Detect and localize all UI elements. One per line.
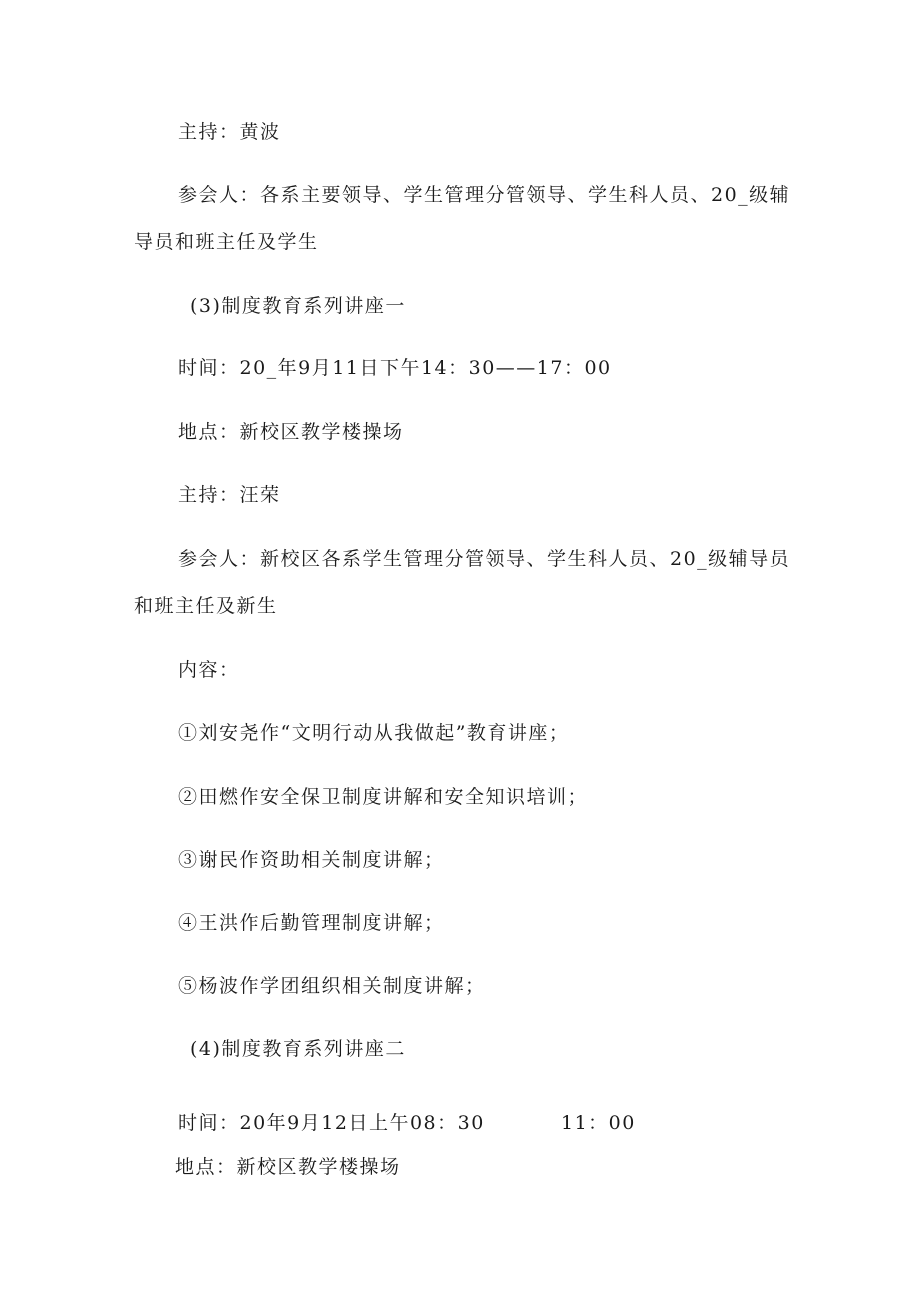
time-line-4-end: 11：00	[561, 1112, 636, 1134]
list-item: ③谢民作资助相关制度讲解；	[178, 849, 445, 871]
content-label: 内容：	[178, 659, 240, 681]
list-item: ①刘安尧作“文明行动从我做起”教育讲座；	[178, 722, 570, 744]
place-line-3: 地点：新校区教学楼操场	[178, 421, 404, 443]
attendees-line-3a: 参会人：新校区各系学生管理分管领导、学生科人员、20_级辅导员	[178, 548, 791, 570]
section-4-title: (4)制度教育系列讲座二	[190, 1038, 406, 1060]
host-line-1: 主持：黄波	[178, 121, 281, 143]
section-3-title: (3)制度教育系列讲座一	[190, 295, 406, 317]
time-line-3: 时间：20_年9月11日下午14：30——17：00	[178, 357, 612, 379]
host-line-3: 主持：汪荣	[178, 484, 281, 506]
time-line-4-start: 时间：20年9月12日上午08：30	[178, 1112, 485, 1134]
attendees-line-3b: 和班主任及新生	[134, 595, 278, 617]
list-item: ④王洪作后勤管理制度讲解；	[178, 912, 445, 934]
list-item: ⑤杨波作学团组织相关制度讲解；	[178, 975, 486, 997]
attendees-line-1b: 导员和班主任及学生	[134, 231, 319, 253]
attendees-line-1a: 参会人：各系主要领导、学生管理分管领导、学生科人员、20_级辅	[178, 184, 791, 206]
place-line-4: 地点：新校区教学楼操场	[175, 1156, 401, 1178]
list-item: ②田燃作安全保卫制度讲解和安全知识培训；	[178, 786, 589, 808]
